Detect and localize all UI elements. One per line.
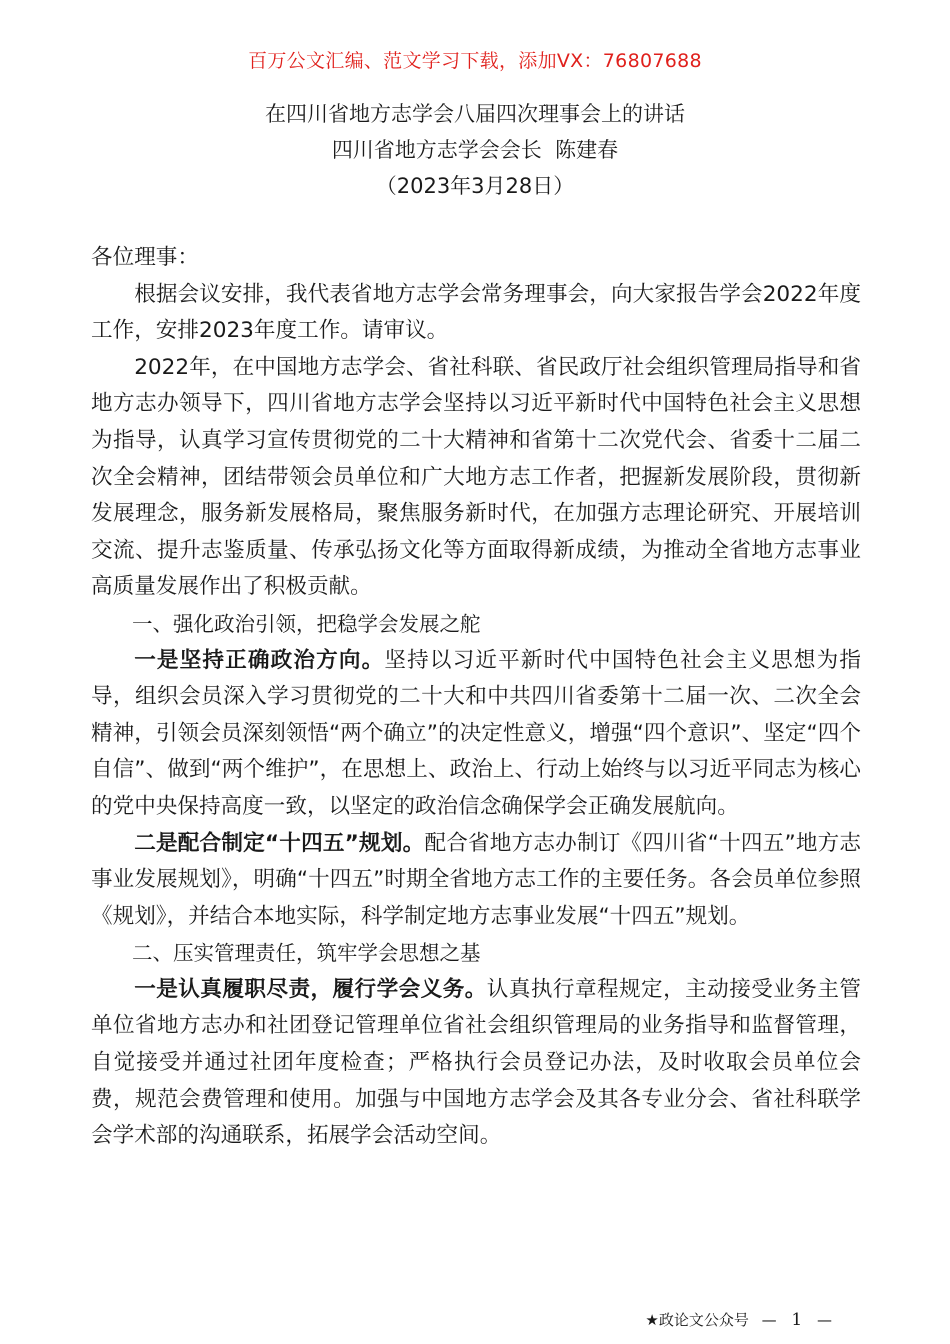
paragraph-intro: 根据会议安排，我代表省地方志学会常务理事会，向大家报告学会2022年度工作，安排2023年度工作。请审议。 xyxy=(91,281,861,344)
paragraph-planning xyxy=(91,826,861,936)
title-block xyxy=(0,96,950,204)
paragraph-lead: 一是认真履职尽责，履行学会义务。 xyxy=(134,976,487,1002)
page-number: 1 xyxy=(791,1310,803,1330)
paragraph-text: 配合省地方志办制订《四川省“十四五”地方志事业发展规划》，明确“十四五”时期全省地方志工作的主要任务。各会员单位参照《规划》，并结合本地实际，科学制定地方志事业发展“十四五”规划。 xyxy=(91,830,861,929)
paragraph-text: 坚持以习近平新时代中国特色社会主义思想为指导，组织会员深入学习贯彻党的二十大和中共四川省委第十二届一次、二次全会精神，引领会员深刻领悟“两个确立”的决定性意义，增强“四个意识”、坚定“四个自信”、做到“两个维护”，在思想上、政治上、行动上始终与以习近平同志为核心的党中央保持高度一致，以坚定的政治信念确保学会正确发展航向。 xyxy=(91,647,861,819)
footer-dash-left: — xyxy=(761,1311,777,1329)
paragraph-summary: 2022年，在中国地方志学会、省社科联、省民政厅社会组织管理局指导和省地方志办领导下，四川省地方志学会坚持以习近平新时代中国特色社会主义思想为指导，认真学习宣传贯彻党的二十大精神和省第十二次党代会、省委十二届二次全会精神，团结带领会员单位和广大地方志工作者，把握新发展阶段，贯彻新发展理念，服务新发展格局，聚焦服务新时代，在加强方志理论研究、开展培训交流、提升志鉴质量、传承弘扬文化等方面取得新成绩，为推动全省地方志事业高质量发展作出了积极贡献。 xyxy=(91,354,861,600)
paragraph-political-direction xyxy=(91,643,861,826)
document-body xyxy=(91,240,861,1155)
footer-source: ★政论文公众号 xyxy=(645,1311,749,1329)
section-heading-1: 一、强化政治引领，把稳学会发展之舵 xyxy=(132,611,481,636)
paragraph-lead: 一是坚持正确政治方向。 xyxy=(134,647,385,673)
author-line: 四川省地方志学会会长 陈建春 xyxy=(331,138,619,162)
footer-dash-right: — xyxy=(817,1311,832,1329)
salutation: 各位理事： xyxy=(91,245,199,270)
document-title: 在四川省地方志学会八届四次理事会上的讲话 xyxy=(265,102,685,126)
date-line: （2023年3月28日） xyxy=(375,174,575,198)
promo-banner: 百万公文汇编、范文学习下载，添加VX：76807688 xyxy=(248,50,702,72)
paragraph-duties xyxy=(91,972,861,1155)
paragraph-text: 认真执行章程规定，主动接受业务主管单位省地方志办和社团登记管理单位省社会组织管理局的业务指导和监督管理，自觉接受并通过社团年度检查；严格执行会员登记办法，及时收取会员单位会费，规范会费管理和使用。加强与中国地方志学会及其各专业分会、省社科联学会学术部的沟通联系，拓展学会活动空间。 xyxy=(91,976,861,1149)
section-heading-2: 二、压实管理责任，筑牢学会思想之基 xyxy=(132,941,481,966)
paragraph-lead: 二是配合制定“十四五”规划。 xyxy=(134,830,425,856)
page-footer xyxy=(645,1309,832,1330)
